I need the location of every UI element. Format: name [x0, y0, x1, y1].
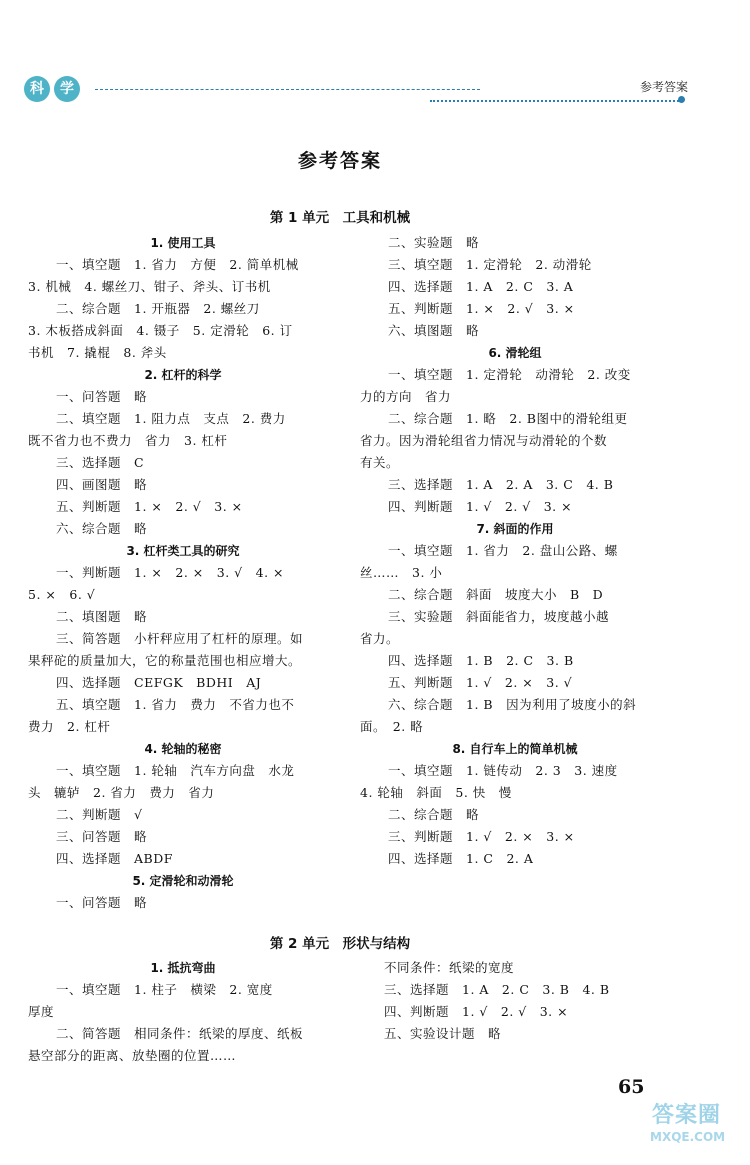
- answer-line: 三、判断题 1. √ 2. × 3. ×: [388, 829, 575, 844]
- answer-line: 二、填图题 略: [56, 609, 148, 624]
- answer-line: 三、简答题 小杆秤应用了杠杆的原理。如: [56, 631, 304, 646]
- section-heading: 1. 抵抗弯曲: [150, 961, 216, 975]
- header-rule: [430, 100, 682, 102]
- answer-line: 有关。: [360, 455, 400, 470]
- answer-line: 一、判断题 1. × 2. × 3. √ 4. ×: [56, 565, 284, 580]
- answer-line: 四、选择题 1. B 2. C 3. B: [388, 653, 574, 668]
- page-number: 65: [618, 1076, 645, 1098]
- answer-line: 四、判断题 1. √ 2. √ 3. ×: [384, 1004, 569, 1019]
- answer-line: 四、画图题 略: [56, 477, 148, 492]
- answer-line: 二、综合题 1. 开瓶器 2. 螺丝刀: [56, 301, 260, 316]
- answer-line: 果秤砣的质量加大，它的称量范围也相应增大。: [28, 653, 302, 668]
- badge-char-2: 学: [54, 76, 80, 102]
- answer-line: 三、选择题 1. A 2. A 3. C 4. B: [388, 477, 614, 492]
- watermark-text: 答案圈: [652, 1103, 722, 1128]
- answer-line: 五、判断题 1. × 2. √ 3. ×: [388, 301, 575, 316]
- answer-line: 二、综合题 斜面 坡度大小 B D: [388, 587, 604, 602]
- answer-line: 一、填空题 1. 省力 2. 盘山公路、螺: [388, 543, 618, 558]
- answer-line: 厚度: [28, 1004, 55, 1019]
- badge-char-1: 科: [24, 76, 50, 102]
- answer-line: 一、问答题 略: [56, 389, 148, 404]
- answer-line: 书机 7. 撬棍 8. 斧头: [28, 345, 167, 360]
- answer-line: 悬空部分的距离、放垫圈的位置……: [28, 1048, 237, 1063]
- answer-line: 五、实验设计题 略: [384, 1026, 502, 1041]
- subject-badge: [14, 76, 90, 102]
- answer-line: 一、填空题 1. 链传动 2. 3 3. 速度: [388, 763, 618, 778]
- answer-line: 省力。因为滑轮组省力情况与动滑轮的个数: [360, 433, 608, 448]
- section-heading: 2. 杠杆的科学: [144, 368, 222, 382]
- answer-line: 二、综合题 1. 略 2. B图中的滑轮组更: [388, 411, 628, 426]
- section-heading: 8. 自行车上的简单机械: [452, 742, 578, 756]
- answer-line: 丝…… 3. 小: [360, 565, 443, 580]
- answer-line: 省力。: [360, 631, 400, 646]
- watermark-logo: [650, 1078, 738, 1150]
- answer-line: 三、选择题 C: [56, 455, 145, 470]
- unit-1-heading: 第 1 单元 工具和机械: [269, 210, 411, 226]
- answer-line: 四、选择题 1. C 2. A: [388, 851, 534, 866]
- answer-line: 三、填空题 1. 定滑轮 2. 动滑轮: [388, 257, 592, 272]
- answer-line: 五、填空题 1. 省力 费力 不省力也不: [56, 697, 295, 712]
- unit-2-left-column: [28, 957, 338, 1067]
- answer-line: 力的方向 省力: [360, 389, 452, 404]
- answer-line: 五、判断题 1. √ 2. × 3. √: [388, 675, 573, 690]
- section-heading: 7. 斜面的作用: [476, 522, 554, 536]
- answer-line: 一、问答题 略: [56, 895, 148, 910]
- header-divider: [95, 89, 480, 90]
- header-section-label: 参考答案: [639, 80, 688, 94]
- answer-line: 4. 轮轴 斜面 5. 快 慢: [360, 785, 512, 800]
- answer-line: 一、填空题 1. 柱子 横梁 2. 宽度: [56, 982, 273, 997]
- answer-line: 3. 木板搭成斜面 4. 镊子 5. 定滑轮 6. 订: [28, 323, 293, 338]
- answer-line: 二、实验题 略: [388, 235, 480, 250]
- section-heading: 6. 滑轮组: [488, 346, 542, 360]
- answer-line: 一、填空题 1. 省力 方便 2. 简单机械: [56, 257, 299, 272]
- answer-line: 一、填空题 1. 轮轴 汽车方向盘 水龙: [56, 763, 295, 778]
- unit-2-heading: 第 2 单元 形状与结构: [269, 936, 411, 952]
- answer-line: 四、选择题 1. A 2. C 3. A: [388, 279, 574, 294]
- answer-line: 既不省力也不费力 省力 3. 杠杆: [28, 433, 228, 448]
- page-title: 参考答案: [297, 150, 382, 172]
- answer-line: 面。 2. 略: [360, 719, 424, 734]
- answer-line: 三、问答题 略: [56, 829, 148, 844]
- answer-line: 四、选择题 CEFGK BDHI AJ: [56, 675, 262, 690]
- header-rule-dot: [678, 96, 685, 103]
- answer-line: 四、选择题 ABDF: [56, 851, 173, 866]
- answer-line: 四、判断题 1. √ 2. √ 3. ×: [388, 499, 573, 514]
- answer-line: 不同条件：纸梁的宽度: [384, 960, 515, 975]
- answer-line: 头 辘轳 2. 省力 费力 省力: [28, 785, 215, 800]
- section-heading: 5. 定滑轮和动滑轮: [132, 874, 234, 888]
- section-heading: 3. 杠杆类工具的研究: [126, 544, 240, 558]
- unit-1-left-column: [28, 232, 338, 914]
- answer-line: 5. × 6. √: [28, 587, 96, 602]
- answer-line: 六、综合题 略: [56, 521, 148, 536]
- answer-line: 六、综合题 1. B 因为利用了坡度小的斜: [388, 697, 637, 712]
- answer-line: 二、填空题 1. 阻力点 支点 2. 费力: [56, 411, 286, 426]
- unit-1-right-column: [360, 232, 670, 870]
- watermark-url: MXQE.COM: [650, 1130, 726, 1144]
- section-heading: 4. 轮轴的秘密: [144, 742, 222, 756]
- answer-line: 费力 2. 杠杆: [28, 719, 111, 734]
- answer-line: 三、选择题 1. A 2. C 3. B 4. B: [384, 982, 610, 997]
- answer-line: 五、判断题 1. × 2. √ 3. ×: [56, 499, 243, 514]
- answer-line: 三、实验题 斜面能省力，坡度越小越: [388, 609, 610, 624]
- answer-line: 二、简答题 相同条件：纸梁的厚度、纸板: [56, 1026, 304, 1041]
- answer-line: 一、填空题 1. 定滑轮 动滑轮 2. 改变: [388, 367, 631, 382]
- answer-line: 3. 机械 4. 螺丝刀、钳子、斧头、订书机: [28, 279, 271, 294]
- unit-2-right-column: [384, 957, 684, 1045]
- answer-line: 二、综合题 略: [388, 807, 480, 822]
- answer-line: 二、判断题 √: [56, 807, 143, 822]
- answer-line: 六、填图题 略: [388, 323, 480, 338]
- section-heading: 1. 使用工具: [150, 236, 216, 250]
